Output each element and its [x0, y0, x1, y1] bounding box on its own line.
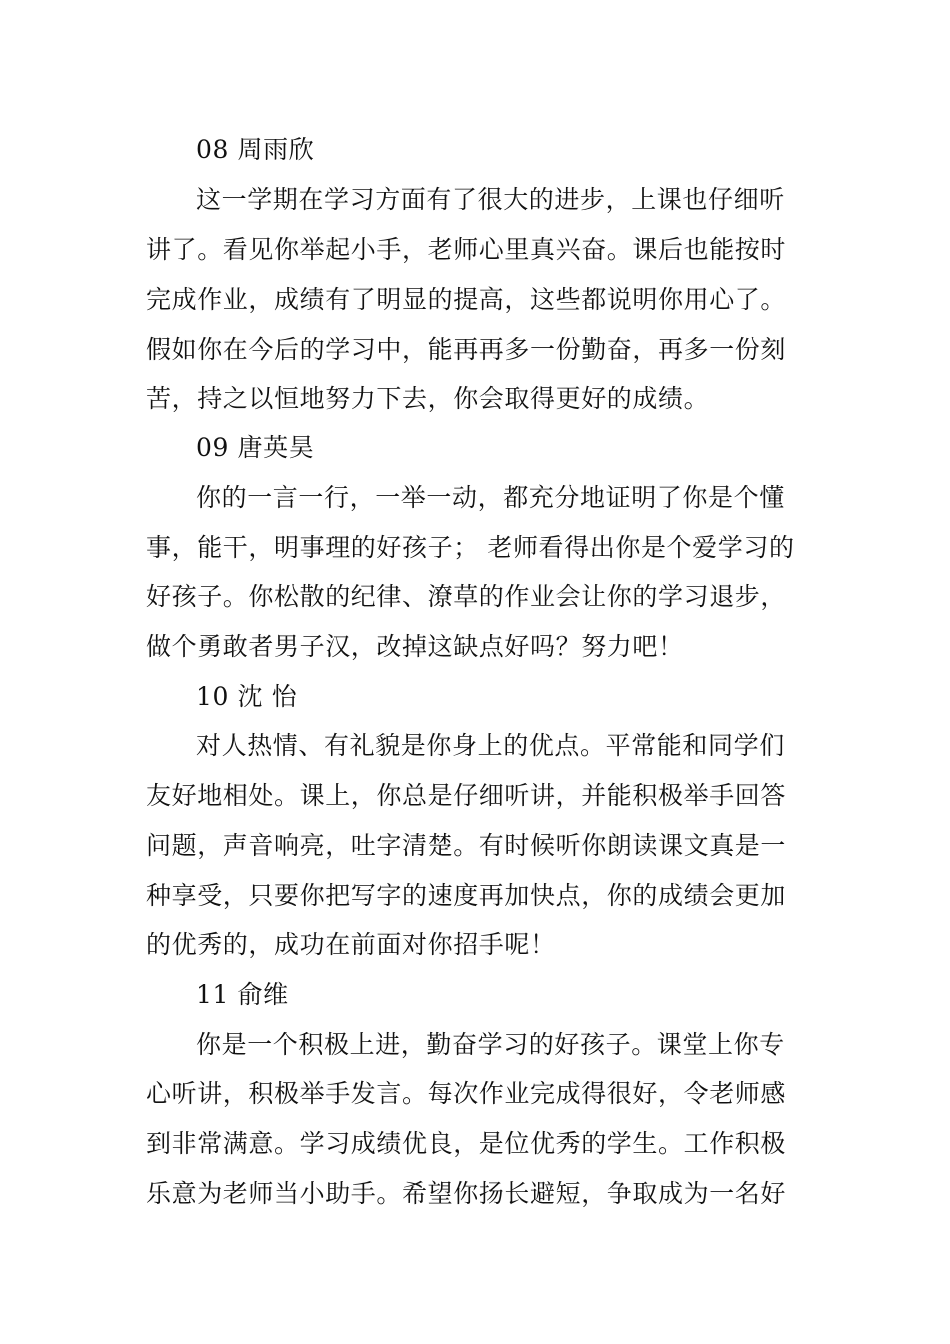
paragraph-line: 事，能干，明事理的好孩子； 老师看得出你是个爱学习的: [146, 533, 795, 562]
paragraph-line: 苦，持之以恒地努力下去，你会取得更好的成绩。: [146, 384, 710, 413]
paragraph-line: 对人热情、有礼貌是你身上的优点。平常能和同学们: [196, 731, 785, 760]
section-heading: 09 唐英昊: [196, 433, 315, 462]
paragraph-line: 心听讲，积极举手发言。每次作业完成得很好，令老师感: [146, 1079, 787, 1108]
paragraph-line: 做个勇敢者男子汉，改掉这缺点好吗？努力吧！: [146, 632, 684, 661]
paragraph-line: 讲了。看见你举起小手，老师心里真兴奋。课后也能按时: [146, 235, 787, 264]
paragraph-line: 种享受，只要你把写字的速度再加快点，你的成绩会更加: [146, 881, 787, 910]
paragraph-line: 友好地相处。课上，你总是仔细听讲，并能积极举手回答: [146, 781, 787, 810]
paragraph-line: 乐意为老师当小助手。希望你扬长避短，争取成为一名好: [146, 1179, 787, 1208]
section-heading: 08 周雨欣: [196, 135, 315, 164]
paragraph-line: 的优秀的，成功在前面对你招手呢！: [146, 930, 556, 959]
paragraph-line: 完成作业，成绩有了明显的提高，这些都说明你用心了。: [146, 285, 787, 314]
paragraph-line: 你是一个积极上进，勤奋学习的好孩子。课堂上你专: [196, 1030, 785, 1059]
paragraph-line: 这一学期在学习方面有了很大的进步，上课也仔细听: [196, 185, 785, 214]
section-heading: 11 俞维: [196, 980, 289, 1009]
section-heading: 10 沈 怡: [196, 682, 298, 711]
paragraph-line: 问题，声音响亮，吐字清楚。有时候听你朗读课文真是一: [146, 831, 787, 860]
paragraph-line: 你的一言一行，一举一动，都充分地证明了你是个懂: [196, 483, 785, 512]
paragraph-line: 好孩子。你松散的纪律、潦草的作业会让你的学习退步，: [146, 582, 787, 611]
paragraph-line: 假如你在今后的学习中，能再再多一份勤奋，再多一份刻: [146, 335, 787, 364]
paragraph-line: 到非常满意。学习成绩优良，是位优秀的学生。工作积极: [146, 1129, 787, 1158]
